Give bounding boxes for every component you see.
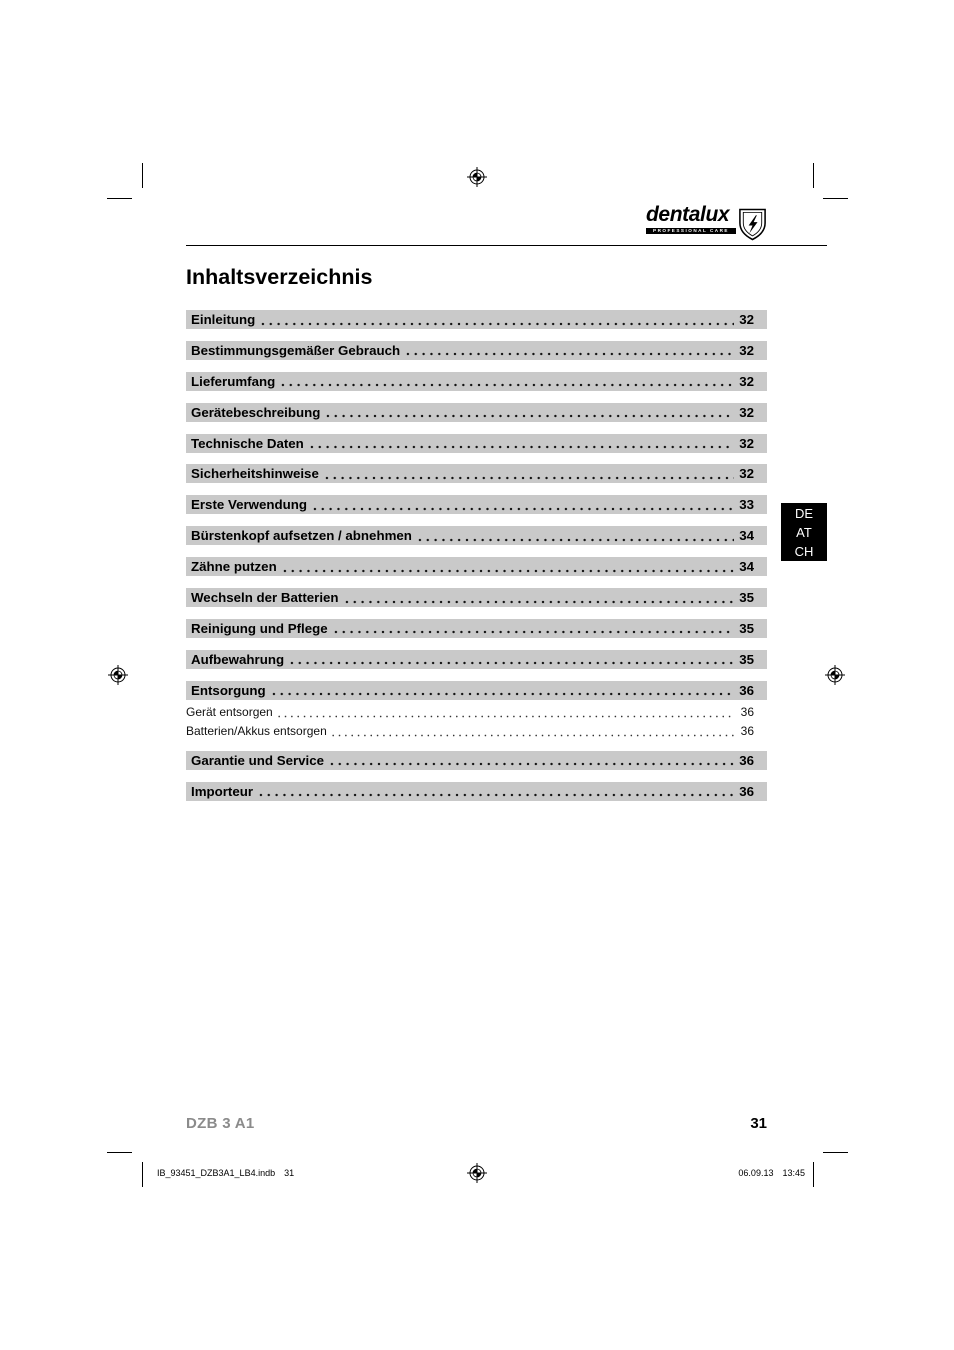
dot-leader (270, 681, 735, 700)
toc-entry (186, 341, 767, 360)
toc-entry-label: Sicherheitshinweise (191, 466, 319, 482)
toc-entry (186, 557, 767, 576)
toc-entry-label: Aufbewahrung (191, 651, 285, 667)
toc-subentry (186, 703, 767, 722)
brand-tagline: PROFESSIONAL CARE (646, 228, 736, 234)
dot-leader (308, 434, 734, 453)
dot-leader (416, 526, 734, 545)
toc-entry (186, 782, 767, 801)
header-rule (186, 245, 827, 246)
print-slug-file (157, 1167, 294, 1179)
dot-leader (343, 588, 735, 607)
toc-subentry-page: 36 (740, 723, 754, 738)
toc-entry (186, 526, 767, 545)
print-slug-date: 06.09.13 (738, 1168, 774, 1178)
crop-mark-top-left-vertical (142, 163, 143, 188)
registration-mark-icon (466, 166, 488, 188)
toc-entry (186, 751, 767, 770)
toc-entry-label: Erste Verwendung (191, 497, 308, 513)
toc-entry (186, 310, 767, 329)
toc-entry-label: Lieferumfang (191, 373, 276, 389)
toc-entry-page: 32 (739, 404, 754, 420)
toc-entry-label: Einleitung (191, 312, 256, 327)
toc-entry-page: 32 (739, 373, 754, 389)
dot-leader (281, 557, 735, 576)
toc-entry-page: 36 (739, 682, 754, 698)
toc-entry-page: 36 (739, 783, 754, 799)
crop-mark-top-right-vertical (813, 163, 814, 188)
footer-model-number: DZB 3 A1 (186, 1115, 255, 1132)
print-slug-time: 13:45 (782, 1168, 805, 1178)
table-of-contents (186, 310, 767, 812)
dot-leader (259, 310, 734, 329)
brand-wordmark-block (646, 203, 736, 234)
print-slug-filename: IB_93451_DZB3A1_LB4.indb (157, 1168, 276, 1178)
print-slug-timestamp (725, 1167, 805, 1179)
crop-mark-bottom-left-horizontal (107, 1152, 132, 1153)
dot-leader (328, 751, 734, 770)
dot-leader (324, 403, 734, 422)
dot-leader (323, 464, 734, 483)
toc-entry (186, 681, 767, 700)
toc-subentry-page: 36 (740, 704, 754, 719)
toc-entry-page: 35 (739, 590, 754, 606)
toc-entry-page: 32 (739, 466, 754, 482)
toc-entry (186, 495, 767, 514)
toc-entry-page: 32 (739, 435, 754, 451)
registration-mark-icon (824, 664, 846, 686)
toc-subentry (186, 722, 767, 741)
footer-page-number: 31 (750, 1115, 767, 1132)
toc-subentries (186, 703, 767, 741)
toc-entry (186, 588, 767, 607)
toc-entry-label: Importeur (191, 783, 254, 799)
registration-mark-icon (466, 1162, 488, 1184)
toc-entry-page: 36 (739, 752, 754, 768)
toc-entry-page: 35 (739, 651, 754, 667)
language-code: CH (794, 544, 814, 559)
dot-leader (330, 722, 735, 741)
language-code: DE (794, 506, 814, 521)
page-title: Inhaltsverzeichnis (186, 265, 373, 289)
dot-leader (288, 650, 734, 669)
toc-entry-label: Zähne putzen (191, 559, 277, 575)
toc-entry (186, 434, 767, 453)
toc-entry-page: 32 (739, 312, 754, 327)
toc-subentry-label: Batterien/Akkus entsorgen (186, 723, 327, 738)
dot-leader (404, 341, 734, 360)
toc-entry-page: 33 (739, 497, 754, 513)
toc-entry-page: 32 (739, 342, 754, 358)
toc-entry-label: Wechseln der Batterien (191, 590, 339, 606)
dot-leader (257, 782, 734, 801)
brand-logo (646, 203, 770, 243)
dot-leader (311, 495, 734, 514)
toc-entry (186, 372, 767, 391)
toc-entry-label: Bestimmungsgemäßer Gebrauch (191, 342, 401, 358)
crop-mark-top-right-horizontal (823, 198, 848, 199)
shield-emblem-icon (737, 207, 768, 241)
toc-entry-label: Entsorgung (191, 682, 266, 698)
language-code: AT (796, 525, 812, 540)
toc-entry (186, 650, 767, 669)
crop-mark-bottom-left-vertical (142, 1162, 143, 1187)
toc-entry-label: Gerätebeschreibung (191, 404, 321, 420)
crop-mark-top-left-horizontal (107, 198, 132, 199)
dot-leader (279, 372, 734, 391)
dot-leader (276, 703, 735, 722)
toc-entry (186, 464, 767, 483)
registration-mark-icon (107, 664, 129, 686)
language-tab (781, 503, 827, 561)
toc-entry (186, 403, 767, 422)
toc-entry-label: Garantie und Service (191, 752, 325, 768)
print-slug-page: 31 (284, 1168, 295, 1178)
toc-entry-label: Bürstenkopf aufsetzen / abnehmen (191, 528, 412, 544)
dot-leader (332, 619, 735, 638)
crop-mark-bottom-right-vertical (813, 1162, 814, 1187)
toc-entry-page: 35 (739, 620, 754, 636)
crop-mark-bottom-right-horizontal (823, 1152, 848, 1153)
toc-subentry-label: Gerät entsorgen (186, 704, 273, 719)
toc-entry-page: 34 (739, 559, 754, 575)
toc-entry-label: Technische Daten (191, 435, 304, 451)
toc-entry (186, 619, 767, 638)
toc-entry-label: Reinigung und Pflege (191, 620, 328, 636)
brand-wordmark: dentalux (646, 203, 730, 226)
toc-entry-page: 34 (739, 528, 754, 544)
